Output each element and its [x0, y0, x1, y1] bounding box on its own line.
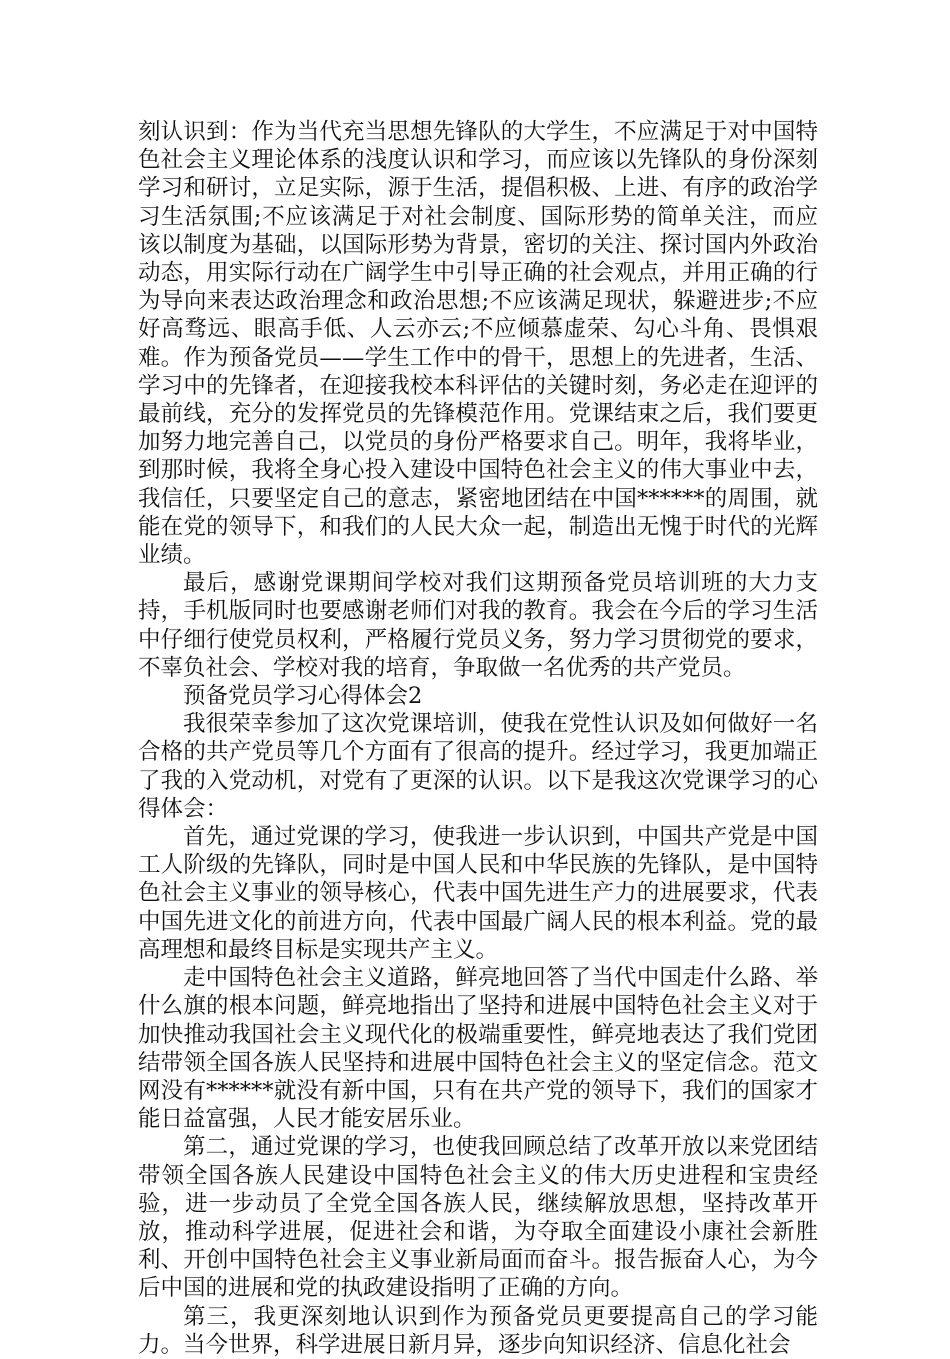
- paragraph-first: 首先，通过党课的学习，使我进一步认识到，中国共产党是中国工人阶级的先锋队，同时是中国人民和中华民族的先锋队，是中国特色社会主义事业的领导核心，代表中国先进生产力的进展要求，代表中国先进文化的前进方向，代表中国最广阔人民的根本利益。党的最高理想和最终目标是实现共产主义。: [138, 824, 818, 963]
- paragraph-intro: 我很荣幸参加了这次党课培训，使我在党性认识及如何做好一名合格的共产党员等几个方面有了很高的提升。经过学习，我更加端正了我的入党动机，对党有了更深的认识。以下是我这次党课学习的心得体会：: [138, 711, 818, 822]
- document-page: [138, 118, 818, 1359]
- paragraph-road: 走中国特色社会主义道路，鲜亮地回答了当代中国走什么路、举什么旗的根本问题，鲜亮地指出了坚持和进展中国特色社会主义对于加快推动我国社会主义现代化的极端重要性，鲜亮地表达了我们党团结带领全国各族人民坚持和进展中国特色社会主义的坚定信念。范文网没有******就没有新中国，只有在共产党的领导下，我们的国家才能日益富强，人民才能安居乐业。: [138, 965, 818, 1133]
- paragraph-third: 第三，我更深刻地认识到作为预备党员更要提高自己的学习能力。当今世界，科学进展日新月异，逐步向知识经济、信息化社会: [138, 1303, 818, 1358]
- section-heading: 预备党员学习心得体会2: [183, 683, 423, 710]
- paragraph-second: 第二，通过党课的学习，也使我回顾总结了改革开放以来党团结带领全国各族人民建设中国特色社会主义的伟大历史进程和宝贵经验，进一步动员了全党全国各族人民，继续解放思想，坚持改革开放，推动科学进展，促进社会和谐，为夺取全面建设小康社会新胜利、开创中国特色社会主义事业新局面而奋斗。报告振奋人心，为今后中国的进展和党的执政建设指明了正确的方向。: [138, 1134, 818, 1302]
- paragraph-continuation: 刻认识到：作为当代充当思想先锋队的大学生，不应满足于对中国特色社会主义理论体系的浅度认识和学习，而应该以先锋队的身份深刻学习和研讨，立足实际，源于生活，提倡积极、上进、有序的政治学习生活氛围;不应该满足于对社会制度、国际形势的简单关注，而应该以制度为基础，以国际形势为背景，密切的关注、探讨国内外政治动态，用实际行动在广阔学生中引导正确的社会观点，并用正确的行为导向来表达政治理念和政治思想;不应该满足现状，躲避进步;不应好高骛远、眼高手低、人云亦云;不应倾慕虚荣、勾心斗角、畏惧艰难。作为预备党员——学生工作中的骨干，思想上的先进者，生活、学习中的先锋者，在迎接我校本科评估的关键时刻，务必走在迎评的最前线，充分的发挥党员的先锋模范作用。党课结束之后，我们要更加努力地完善自己，以党员的身份严格要求自己。明年，我将毕业，到那时候，我将全身心投入建设中国特色社会主义的伟大事业中去，我信任，只要坚定自己的意志，紧密地团结在中国******的周围，就能在党的领导下，和我们的人民大众一起，制造出无愧于时代的光辉业绩。: [138, 119, 818, 569]
- paragraph-thanks: 最后，感谢党课期间学校对我们这期预备党员培训班的大力支持，手机版同时也要感谢老师们对我的教育。我会在今后的学习生活中仔细行使党员权利，严格履行党员义务，努力学习贯彻党的要求，不辜负社会、学校对我的培育，争取做一名优秀的共产党员。: [138, 570, 818, 681]
